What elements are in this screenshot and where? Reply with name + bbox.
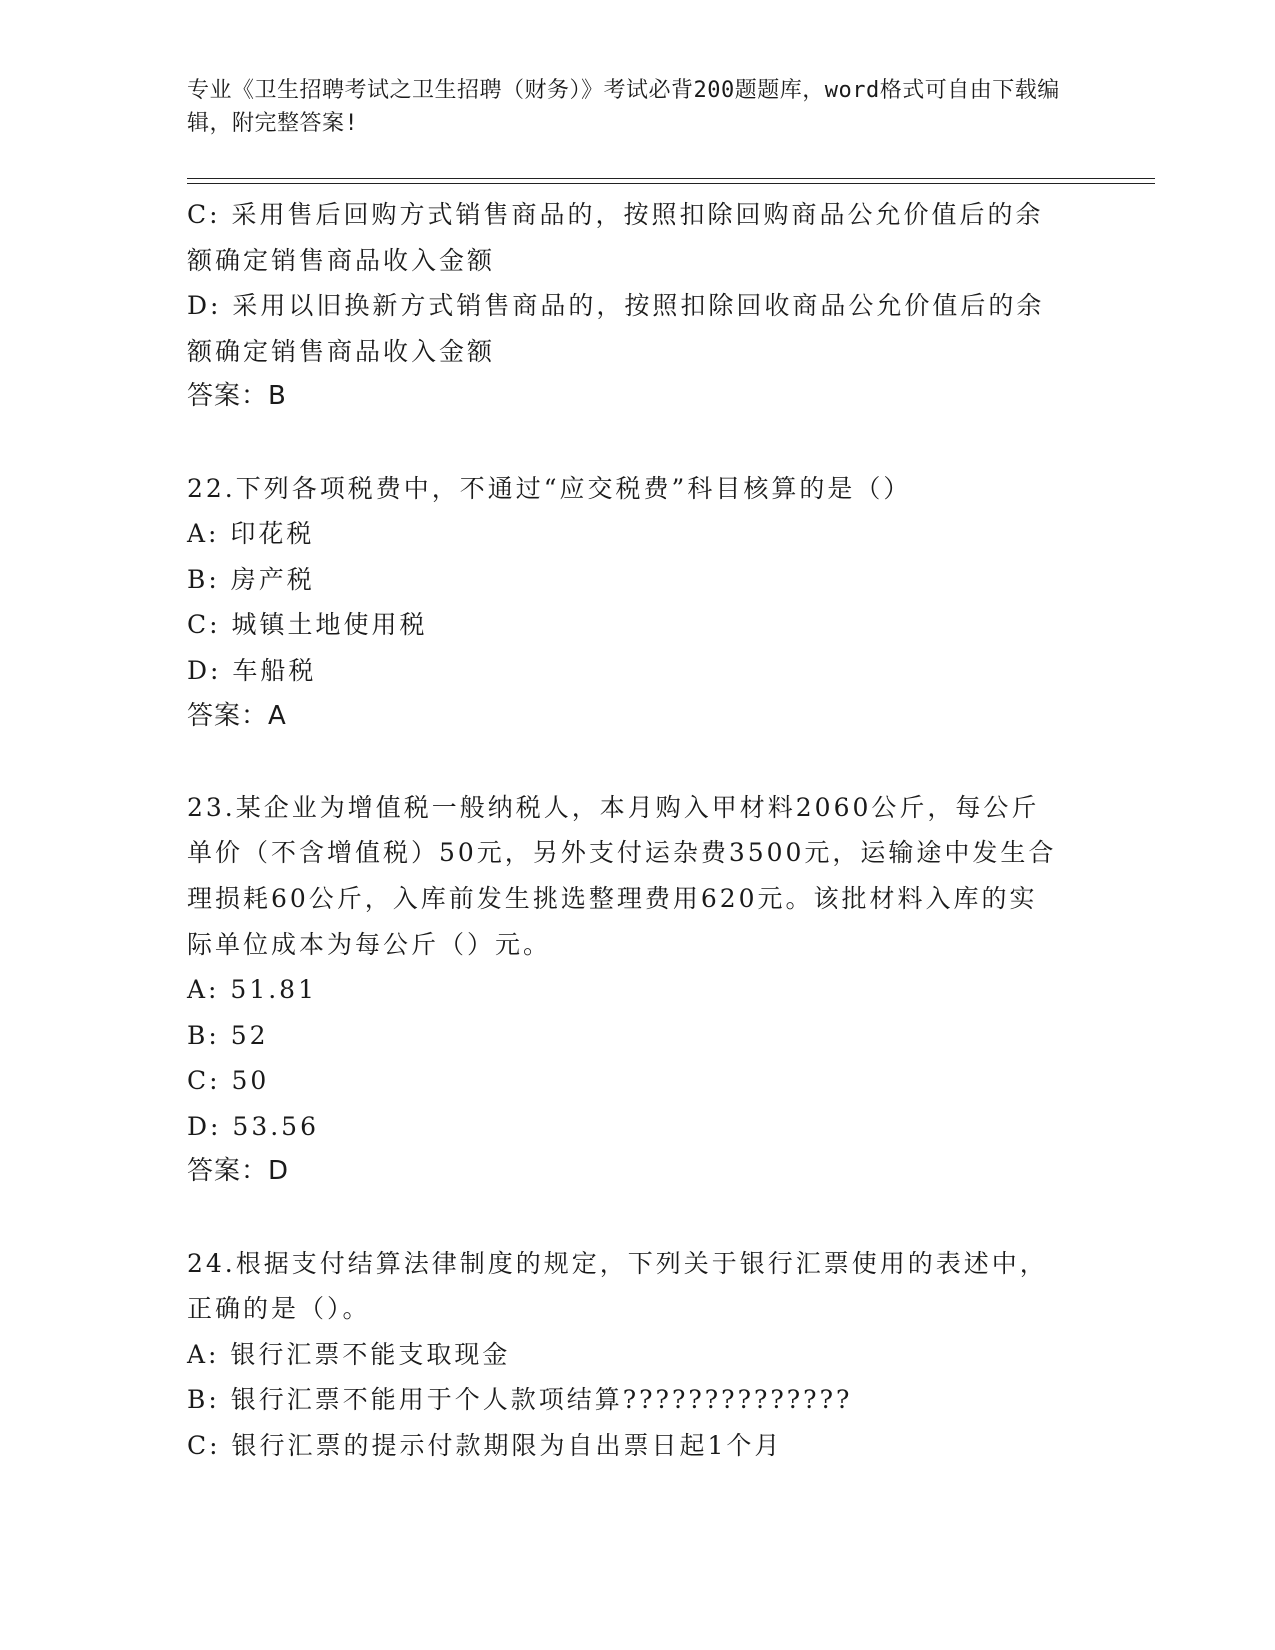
option-d: D: 53.56 <box>187 1111 319 1141</box>
question-22 <box>187 466 1087 740</box>
question-stem: 24.根据支付结算法律制度的规定，下列关于银行汇票使用的表述中， <box>187 1248 1048 1278</box>
question-content <box>187 192 1087 1469</box>
option-d-cont: 额确定销售商品收入金额 <box>187 336 496 366</box>
question-stem-cont: 单价（不含增值税）50元，另外支付运杂费3500元，运输途中发生合 <box>187 838 1057 868</box>
spacer <box>187 420 1087 466</box>
answer: 答案：A <box>187 700 287 731</box>
option-a: A: 银行汇票不能支取现金 <box>187 1339 511 1369</box>
answer: 答案：D <box>187 1156 290 1187</box>
prev-question <box>187 192 1087 420</box>
option-c: C: 50 <box>187 1066 270 1096</box>
option-a: A: 51.81 <box>187 975 317 1005</box>
header-divider <box>187 178 1155 184</box>
option-c: C: 采用售后回购方式销售商品的，按照扣除回购商品公允价值后的余 <box>187 200 1044 229</box>
question-24 <box>187 1241 1087 1469</box>
answer: 答案：B <box>187 381 287 412</box>
spacer <box>187 739 1087 785</box>
question-stem: 23.某企业为增值税一般纳税人，本月购入甲材料2060公斤，每公斤 <box>187 792 1040 822</box>
question-stem: 22.下列各项税费中，不通过“应交税费”科目核算的是（） <box>187 473 912 503</box>
question-stem-cont: 际单位成本为每公斤（）元。 <box>187 929 552 959</box>
spacer <box>187 1195 1087 1241</box>
option-c: C: 城镇土地使用税 <box>187 610 428 640</box>
option-c-cont: 额确定销售商品收入金额 <box>187 245 496 275</box>
question-stem-cont: 理损耗60公斤，入库前发生挑选整理费用620元。该批材料入库的实 <box>187 883 1038 913</box>
option-a: A: 印花税 <box>187 519 315 549</box>
option-d: D: 车船税 <box>187 655 317 685</box>
option-c: C: 银行汇票的提示付款期限为自出票日起1个月 <box>187 1431 783 1461</box>
option-d: D: 采用以旧换新方式销售商品的，按照扣除回收商品公允价值后的余 <box>187 291 1045 321</box>
question-23 <box>187 785 1087 1195</box>
header-title: 专业《卫生招聘考试之卫生招聘（财务）》考试必背200题题库，word格式可自由下载编辑，附完整答案! <box>187 78 1060 136</box>
option-b: B: 银行汇票不能用于个人款项结算?????????????? <box>187 1385 853 1415</box>
page-header <box>187 74 1067 140</box>
option-b: B: 52 <box>187 1020 269 1050</box>
question-stem-cont: 正确的是（）。 <box>187 1294 371 1324</box>
option-b: B: 房产税 <box>187 564 315 594</box>
